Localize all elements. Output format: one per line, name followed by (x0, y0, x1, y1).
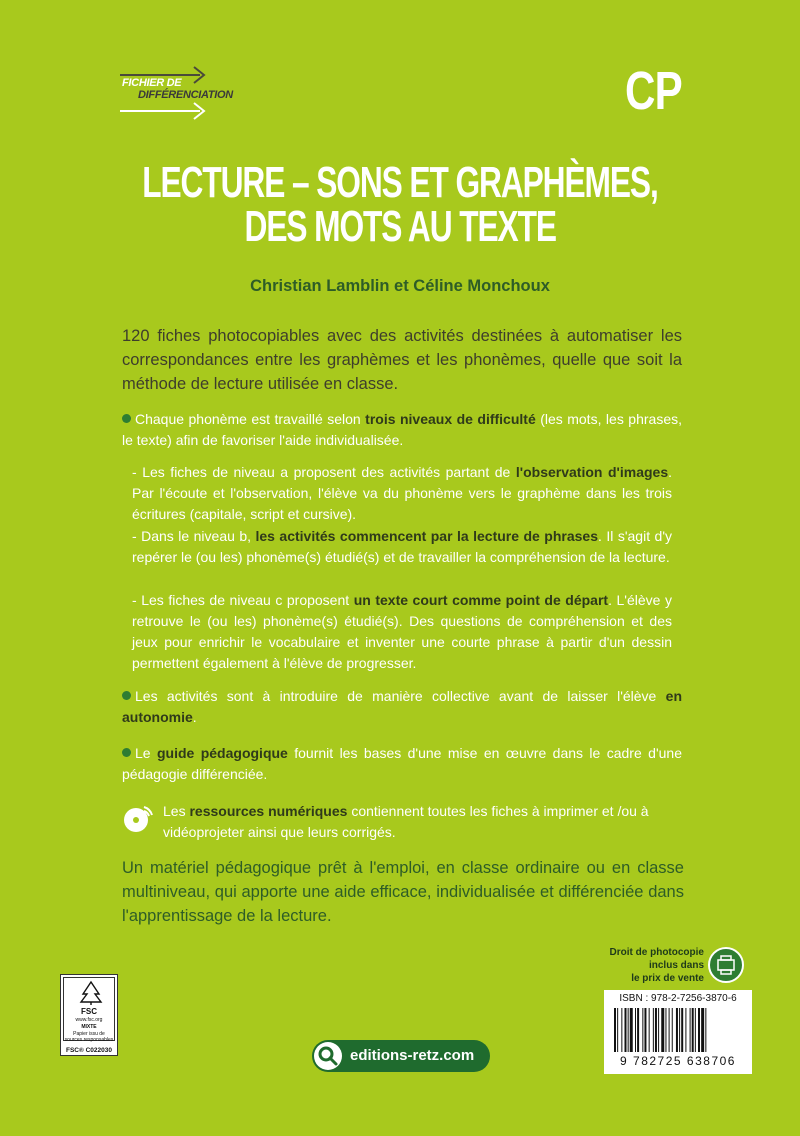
fsc-text: FSC (81, 1007, 97, 1016)
bullet-dot-icon (122, 748, 131, 757)
photocopy-rights: Droit de photocopie inclus dans le prix de vente (609, 947, 704, 984)
website-url: editions-retz.com (350, 1047, 475, 1064)
outro-paragraph: Un matériel pédagogique prêt à l'emploi, en classe ordinaire ou en classe multiniveau, qui apporte une aide efficace, individualisée et différenciée dans l'apprentissage de la lecture. (122, 859, 684, 925)
fsc-label (60, 974, 118, 1056)
bullet-teacher-guide: Le guide pédagogique fournit les bases d'une mise en œuvre dans le cadre d'une pédagogie différenciée. (122, 745, 682, 782)
barcode (604, 990, 752, 1074)
fsc-mix-desc: Papier issu de sources responsables (64, 1031, 114, 1043)
ean-digits: 9 782725 638706 (620, 1054, 736, 1068)
fsc-tree-icon (65, 980, 117, 1006)
book-title-line-1: LECTURE – SONS ET GRAPHÈMES, (142, 158, 658, 207)
website-button[interactable] (312, 1040, 490, 1072)
sub-level-b: - Dans le niveau b, les activités commencent par la lecture de phrases. Il s'agit d'y repérer le (ou les) phonème(s) étudié(s) et de travailler la compréhension de la lecture. (132, 528, 673, 565)
isbn: ISBN : 978-2-7256-3870-6 (619, 993, 737, 1004)
bullet-autonomy: Les activités sont à introduire de manière collective avant de laisser l'élève en autonomie. (122, 688, 682, 725)
brand-line-1: FICHIER DE (122, 77, 182, 89)
intro-paragraph: 120 fiches photocopiables avec des activités destinées à automatiser les correspondances entre les graphèmes et les phonèmes, quelle que soit la méthode de lecture utilisée en classe. (122, 327, 682, 393)
magnifier-icon (314, 1042, 342, 1070)
disc-icon (122, 803, 154, 835)
bullet-dot-icon (122, 691, 131, 700)
sub-level-c: - Les fiches de niveau c proposent un texte court comme point de départ. L'élève y retrouve le (ou les) phonème(s) étudié(s). Des questions de compréhension et des jeux pour enrichir le vocabulaire et inventer une courte phrase à partir d'un dessin permettent également à l'élève de progresser. (132, 592, 672, 671)
digital-resources: Les ressources numériques contiennent toutes les fiches à imprimer et /ou à vidéoprojeter ainsi que leurs corrigés. (163, 803, 649, 840)
collection-logo (120, 55, 260, 125)
bullet-difficulty-levels: Chaque phonème est travaillé selon trois niveaux de difficulté (les mots, les phrases, le texte) afin de favoriser l'aide individualisée. (122, 411, 682, 448)
book-title-line-2: DES MOTS AU TEXTE (244, 202, 556, 251)
sub-level-a: - Les fiches de niveau a proposent des activités partant de l'observation d'images. Par l'écoute et l'observation, l'élève va du phonème vers le graphème dans les trois écritures (capitale, script et cursive). (132, 464, 672, 522)
bullet-dot-icon (122, 414, 131, 423)
photocopier-icon (708, 947, 744, 983)
authors: Christian Lamblin et Céline Monchoux (250, 277, 550, 295)
fsc-web: www.fsc.org (75, 1017, 103, 1023)
fsc-code: FSC® C022030 (66, 1047, 112, 1054)
brand-line-2: DIFFÉRENCIATION (138, 89, 233, 101)
fsc-mix: MIXTE (81, 1024, 97, 1030)
barcode-bars (614, 1008, 742, 1052)
grade-level: CP (625, 61, 682, 121)
